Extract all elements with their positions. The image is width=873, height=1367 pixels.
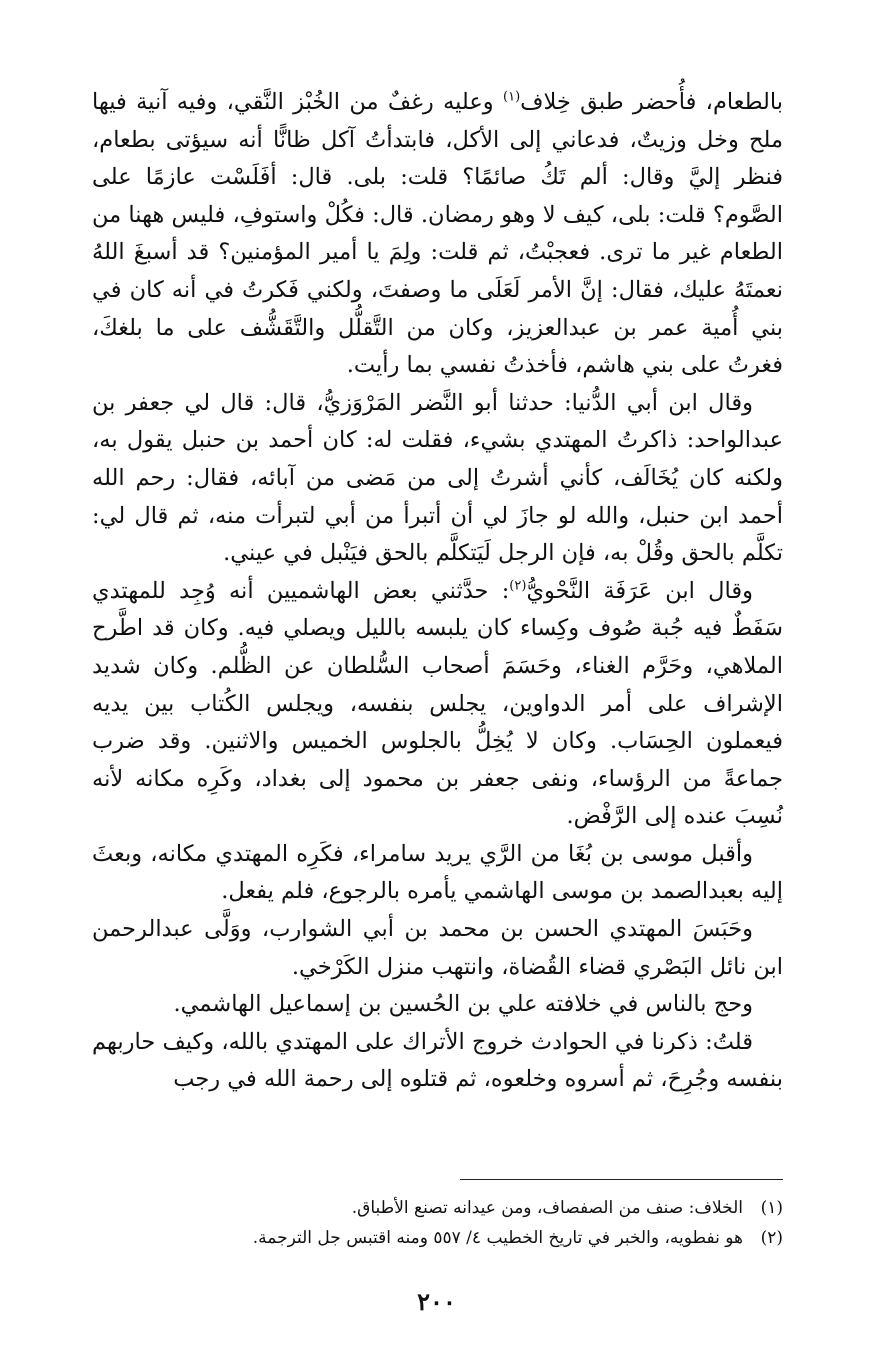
paragraph-1-start: بالطعام، فأُحضر طبق خِلاف (520, 89, 784, 115)
footnote-2-number: (٢) (760, 1228, 783, 1248)
footnote-marker-2: (٢) (509, 578, 527, 594)
footnote-1 (92, 1193, 783, 1223)
paragraph-3 (92, 573, 783, 836)
paragraph-2: وقال ابن أبي الدُّنيا: حدثنا أبو النَّضر المَرْوَزيُّ، قال: قال لي جعفر بن عبدالواحد: ذاكرتُ المهتدي بشيء، فقلت له: كان أحمد بن حنبل يقول به، ولكنه كان يُخَالَف، كأني أشرتُ إلى من مَضى من آبائه، فقال: رحم الله أحمد ابن حنبل، والله لو جازَ لي أن أتبرأ من أبي لتبرأت منه، ثم قال لي: تكلَّم بالحق وقُلْ به، فإن الرجل لَيَتكلَّم بالحق فيَنْبل في عيني. (92, 389, 783, 567)
paragraph-3-start: وقال ابن عَرَفَة النَّحْويُّ (526, 577, 753, 604)
page-number: ٢٠٠ (417, 1287, 456, 1316)
footnote-divider (460, 1179, 783, 1180)
paragraph-5: وحَبَسَ المهتدي الحسن بن محمد بن أبي الشوارب، ووَلَّى عبدالرحمن ابن نائل البَصْري قضاء القُضاة، وانتهب منزل الكَرْخي. (92, 916, 783, 980)
main-text (92, 84, 783, 1099)
paragraph-1-rest: وعليه رغفٌ من الخُبْز النَّقي، وفيه آنية فيها ملح وخل وزيتٌ، فدعاني إلى الأكل، فابتدأتُ آكل ظانًّا أنه سيؤتى بطعام، فنظر إليَّ وقال: ألم تَكُ صائمًا؟ قلت: بلى. قال: أفَلَسْت عازمًا على الصَّوم؟ قلت: بلى، كيف لا وهو رمضان. قال: فكُلْ واستوفِ، فليس ههنا من الطعام غير ما ترى. فعجبْتُ، ثم قلت: ولِمَ يا أمير المؤمنين؟ قد أسبغَ اللهُ نعمتَهُ عليك، فقال: إنَّ الأمر لَعَلَى ما وصفتَ، ولكني فَكرتُ في أنه كان في بني أُمية عمر بن عبدالعزيز، وكان من التَّقلُّل والتَّقَشُّف على ما بلغكَ، فغرتُ على بني هاشم، فأخذتُ نفسي بما رأيت. (92, 89, 783, 379)
paragraph-1 (92, 84, 783, 385)
footnote-1-text: الخلاف: صنف من الصفصاف، ومن عيدانه تصنع الأطباق. (351, 1198, 743, 1218)
footnote-1-number: (١) (760, 1198, 783, 1218)
paragraph-4: وأقبل موسى بن بُغَا من الرَّي يريد سامراء، فكَرِه المهتدي مكانه، وبعثَ إليه بعبدالصمد بن موسى الهاشمي يأمره بالرجوع، فلم يفعل. (92, 840, 783, 905)
footnotes (92, 1193, 783, 1253)
footnote-2 (92, 1223, 783, 1253)
paragraph-6: وحج بالناس في خلافته علي بن الحُسين بن إسماعيل الهاشمي. (173, 991, 753, 1018)
paragraph-7: قلتُ: ذكرنا في الحوادث خروج الأتراك على المهتدي بالله، وكيف حاربهم بنفسه وجُرِحَ، ثم أسروه وخلعوه، ثم قتلوه إلى رحمة الله في رجب (92, 1028, 783, 1093)
footnote-marker-1: (١) (503, 89, 521, 105)
paragraph-3-rest: : حدَّثني بعض الهاشميين أنه وُجِد للمهتدي سَفَطٌ فيه جُبة صُوف وكِساء كان يلبسه بالليل ويصلي فيه. وكان قد اطَّرح الملاهي، وحَرَّم الغناء، وحَسَمَ أصحاب السُّلطان عن الظُّلم. وكان شديد الإشراف على أمر الدواوين، يجلس بنفسه، ويجلس الكُتاب بين يديه فيعملون الحِسَاب. وكان لا يُخِلُّ بالجلوس الخميس والاثنين. وقد ضرب جماعةً من الرؤساء، ونفى جعفر بن محمود إلى بغداد، وكَرِه مكانه لأنه نُسِبَ عنده إلى الرَّفْض. (92, 577, 783, 830)
footnote-2-text: هو نفطويه، والخبر في تاريخ الخطيب ٤/ ٥٥٧ ومنه اقتبس جل الترجمة. (252, 1228, 743, 1248)
